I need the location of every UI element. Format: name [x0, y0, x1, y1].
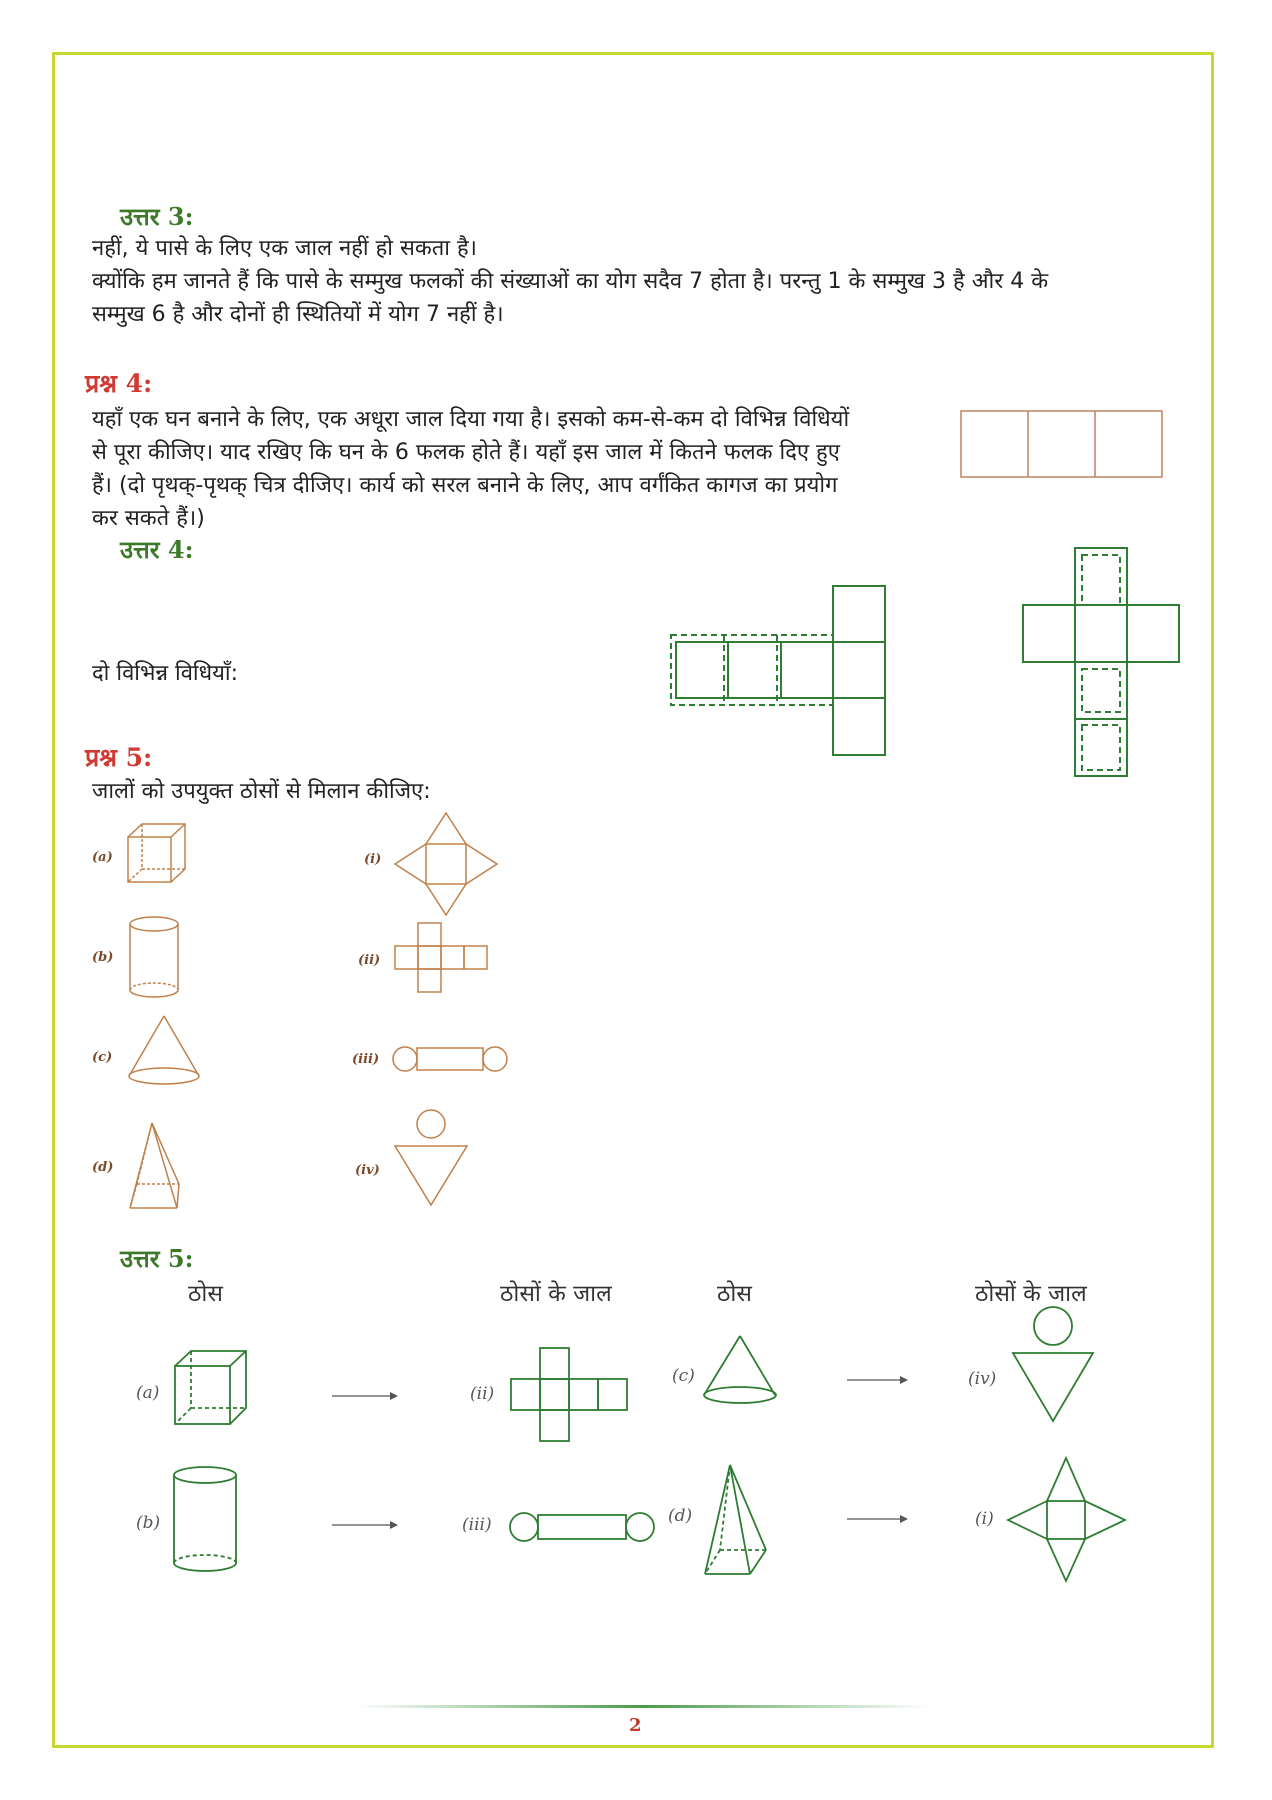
ans5-cylinder-figure — [170, 1465, 242, 1575]
answer-5-col-solid-2: ठोस — [717, 1281, 752, 1307]
question-4-line-3: हैं। (दो पृथक्-पृथक् चित्र दीजिए। कार्य को सरल बनाने के लिए, आप वर्गंकित कागज का प्रयोग — [92, 473, 838, 498]
answer-5-col-nets: ठोसों के जाल — [500, 1281, 612, 1307]
ans5-arrow-d — [845, 1513, 910, 1525]
ans5-net-pyramid-figure — [1005, 1455, 1130, 1585]
q5-label-i: (i) — [364, 852, 382, 867]
answer-5-heading: उत्तर 5: — [120, 1244, 194, 1273]
question-4-line-2: से पूरा कीजिए। याद रखिए कि घन के 6 फलक होते हैं। यहाँ इस जाल में कितने फलक दिए हुए — [92, 440, 840, 465]
question-4-line-4: कर सकते हैं।) — [92, 506, 205, 531]
ans5-arrow-b — [330, 1519, 400, 1531]
q5-net-cube-figure — [392, 920, 492, 995]
ans5-label-b: (b) — [136, 1513, 161, 1533]
answer-3-line-2: क्योंकि हम जानते हैं कि पासे के सम्मुख फलकों की संख्याओं का योग सदैव 7 होता है। परन्तु 1 के सम्मुख 3 है और 4 के — [92, 269, 1049, 294]
ans5-label-a: (a) — [136, 1383, 160, 1403]
answer-4-text: दो विभिन्न विधियाँ: — [92, 661, 239, 686]
question-5-text: जालों को उपयुक्त ठोसों से मिलान कीजिए: — [92, 779, 431, 804]
ans5-label-c: (c) — [672, 1366, 695, 1386]
ans5-cube-figure — [172, 1348, 250, 1430]
q5-net-pyramid-figure — [392, 810, 502, 920]
footer-divider — [355, 1705, 930, 1708]
q5-cone-figure — [125, 1013, 205, 1088]
answer-3-line-1: नहीं, ये पासे के लिए एक जाल नहीं हो सकता है। — [92, 236, 478, 261]
q5-label-iv: (iv) — [355, 1163, 380, 1178]
question-4-heading: प्रश्न 4: — [85, 369, 153, 398]
q5-label-a: (a) — [92, 850, 113, 865]
ans5-label-ii: (ii) — [470, 1384, 495, 1404]
incomplete-net-figure — [960, 410, 1165, 480]
ans5-label-d: (d) — [668, 1506, 693, 1526]
q5-label-b: (b) — [92, 950, 114, 965]
q5-net-cone-figure — [392, 1108, 472, 1208]
ans5-net-cone-figure — [1010, 1305, 1098, 1425]
ans5-arrow-a — [330, 1390, 400, 1402]
page-number: 2 — [629, 1715, 642, 1736]
ans5-label-iii: (iii) — [462, 1515, 492, 1535]
ans5-pyramid-figure — [700, 1462, 770, 1582]
question-5-heading: प्रश्न 5: — [85, 743, 153, 772]
answer-5-col-solid: ठोस — [188, 1281, 223, 1307]
cube-net-solution-1 — [668, 583, 893, 763]
ans5-cone-figure — [700, 1333, 780, 1408]
q5-label-ii: (ii) — [358, 953, 381, 968]
q5-label-iii: (iii) — [352, 1052, 380, 1067]
question-4-text — [92, 403, 952, 535]
q5-cube-figure — [125, 822, 190, 887]
answer-5-col-nets-2: ठोसों के जाल — [975, 1281, 1087, 1307]
question-4-line-1: यहाँ एक घन बनाने के लिए, एक अधूरा जाल दिया गया है। इसको कम-से-कम दो विभिन्न विधियों — [92, 407, 850, 432]
q5-pyramid-figure — [122, 1120, 187, 1215]
ans5-label-iv: (iv) — [968, 1369, 997, 1389]
q5-net-cylinder-figure — [390, 1043, 510, 1075]
q5-cylinder-figure — [125, 915, 185, 1000]
ans5-label-i: (i) — [975, 1509, 994, 1529]
q5-label-d: (d) — [92, 1160, 114, 1175]
answer-3-heading: उत्तर 3: — [120, 202, 194, 231]
ans5-net-cylinder-figure — [508, 1510, 658, 1544]
answer-3-text — [92, 232, 1192, 331]
q5-label-c: (c) — [92, 1050, 113, 1065]
ans5-net-cube-figure — [508, 1345, 633, 1445]
answer-3-line-3: सम्मुख 6 है और दोनों ही स्थितियों में योग 7 नहीं है। — [92, 302, 504, 327]
ans5-arrow-c — [845, 1374, 910, 1386]
answer-4-heading: उत्तर 4: — [120, 535, 194, 564]
cube-net-solution-2 — [1018, 545, 1186, 780]
